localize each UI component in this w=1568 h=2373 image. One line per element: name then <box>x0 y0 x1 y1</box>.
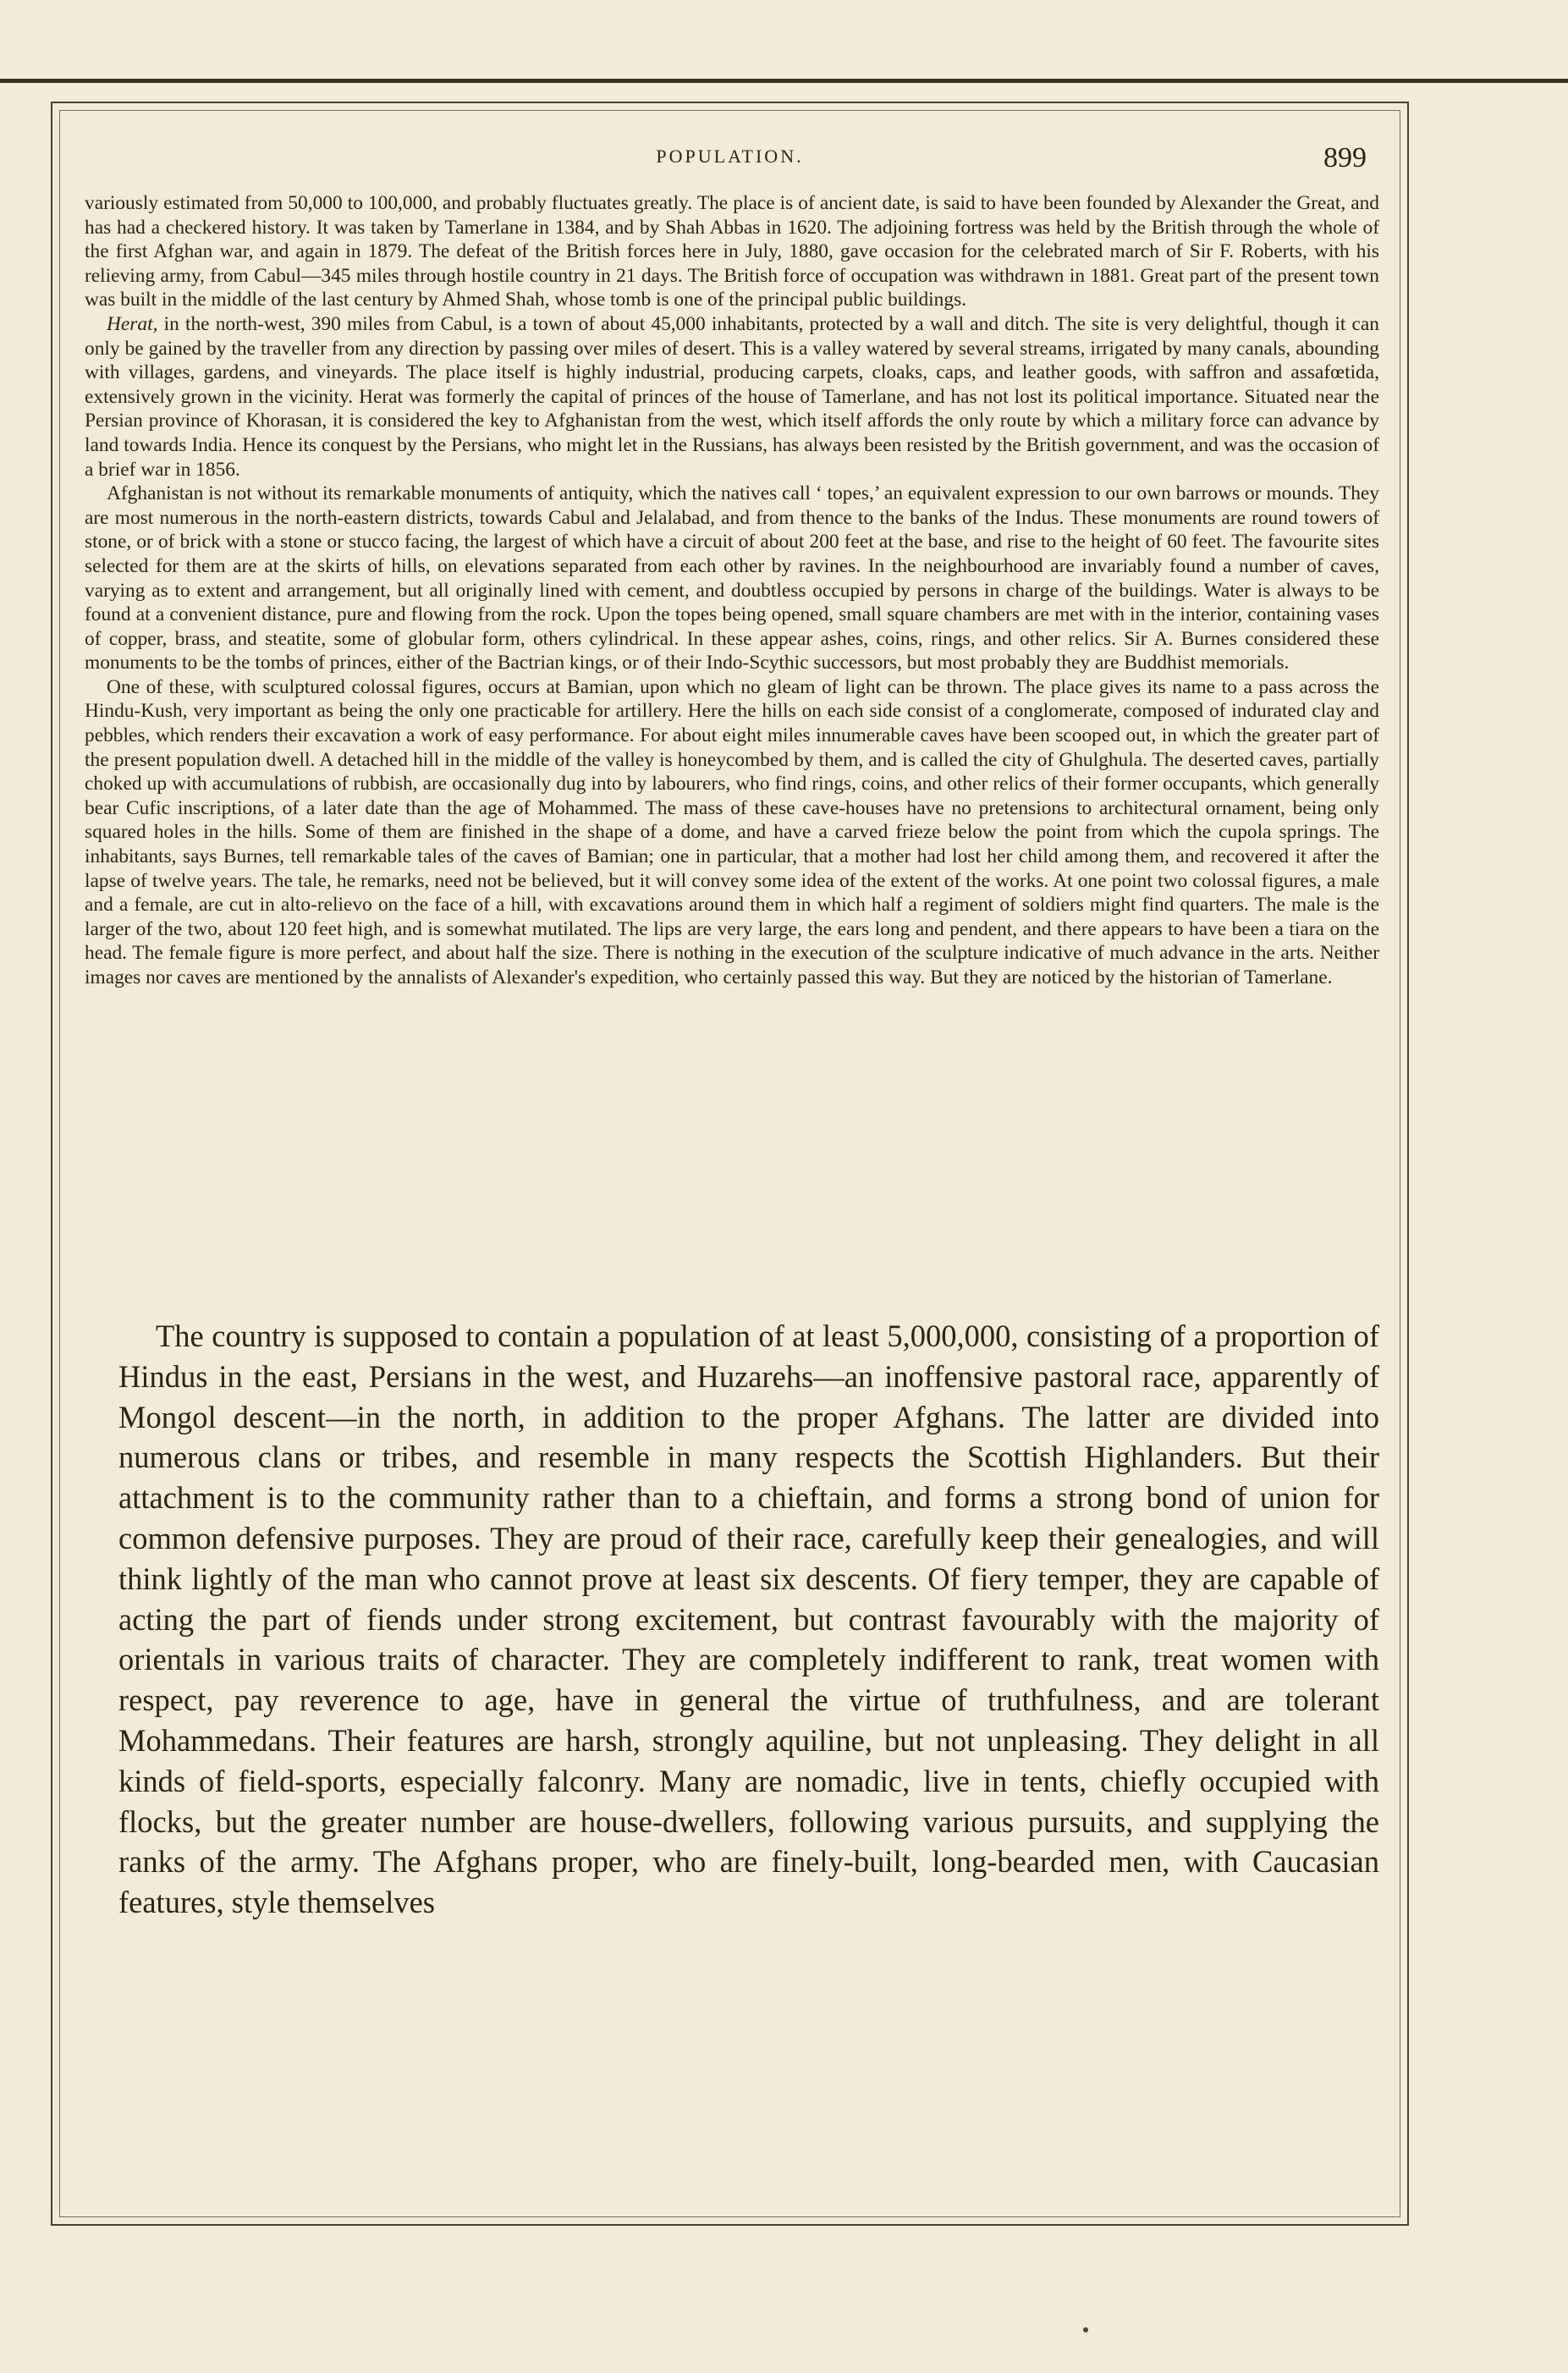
paragraph-population: The country is supposed to contain a population of at least 5,000,000, consisting of a proportion of Hindus in the east, Persians in the west, and Huzarehs—an inoffensive pastoral race, apparently of Mongol descent—in the north, in addition to the proper Afghans. The latter are divided into numerous clans or tribes, and resemble in many respects the Scottish Highlanders. But their attachment is to the community rather than to a chieftain, and forms a strong bond of union for common defensive purposes. They are proud of their race, carefully keep their genealogies, and will think lightly of the man who cannot prove at least six descents. Of fiery temper, they are capable of acting the part of fiends under strong excitement, but contrast favourably with the majority of orientals in various traits of character. They are completely indifferent to rank, treat women with respect, pay reverence to age, have in general the virtue of truthfulness, and are tolerant Mohammedans. Their features are harsh, strongly aquiline, but not unpleasing. They delight in all kinds of field-sports, especially falconry. Many are nomadic, live in tents, chiefly occupied with flocks, but the greater number are house-dwellers, following various pursuits, and supplying the ranks of the army. The Afghans proper, who are finely-built, long-bearded men, with Caucasian features, style themselves <box>118 1319 1379 1920</box>
ink-speck <box>1083 2327 1088 2332</box>
large-print-section <box>118 1316 1379 1923</box>
paragraph-kandahar: variously estimated from 50,000 to 100,000, and probably fluctuates greatly. The place is of ancient date, is said to have been founded by Alexander the Great, and has had a checkered history. It was taken by Tamerlane in 1384, and by Shah Abbas in 1620. The adjoining fortress was held by the British through the whole of the first Afghan war, and again in 1879. The defeat of the British forces here in July, 1880, gave occasion for the celebrated march of Sir F. Roberts, with his relieving army, from Cabul—345 miles through hostile country in 21 days. The British force of occupation was withdrawn in 1881. Great part of the present town was built in the middle of the last century by Ahmed Shah, whose tomb is one of the principal public buildings. <box>85 192 1379 311</box>
running-head <box>51 142 1409 184</box>
paragraph-topes: Afghanistan is not without its remarkable monuments of antiquity, which the natives call ‘ topes,’ an equivalent expression to our own barrows or mounds. They are most numerous in the north-eastern districts, towards Cabul and Jelalabad, and from thence to the banks of the Indus. These monuments are round towers of stone, or of brick with a stone or stucco facing, the largest of which have a circuit of about 200 feet at the base, and rise to the height of 60 feet. The favourite sites selected for them are at the skirts of hills, on elevations separated from each other by ravines. In the neighbourhood are invariably found a number of caves, varying as to extent and arrangement, but all originally lined with cement, and doubtless occupied by persons in charge of the buildings. Water is always to be found at a convenient distance, pure and flowing from the rock. Upon the topes being opened, small square chambers are met with in the interior, containing vases of copper, brass, and steatite, some of globular form, others cylindrical. In these appear ashes, coins, rings, and other relics. Sir A. Burnes considered these monuments to be the tombs of princes, either of the Bactrian kings, or of their Indo-Scythic successors, but most probably they are Buddhist memorials. <box>85 482 1379 674</box>
small-print-section <box>85 191 1379 990</box>
page-number: 899 <box>1323 142 1367 173</box>
herat-lead: Herat, <box>107 312 158 335</box>
section-title: POPULATION. <box>656 146 804 167</box>
herat-text: in the north-west, 390 miles from Cabul, is a town of about 45,000 inhabitants, protected by a wall and ditch. The site is very delightful, though it can only be gained by the traveller from any direction by passing over miles of desert. This is a valley watered by several streams, irrigated by many canals, abounding with villages, gardens, and vineyards. The place itself is highly industrial, producing carpets, cloaks, caps, and leather goods, with saffron and assafœtida, extensively grown in the vicinity. Herat was formerly the capital of princes of the house of Tamerlane, and has not lost its political importance. Situated near the Persian province of Khorasan, it is considered the key to Afghanistan from the west, which itself affords the only route by which a military force can advance by land towards India. Hence its conquest by the Persians, who might let in the Russians, has always been resisted by the British government, and was the occasion of a brief war in 1856. <box>85 312 1379 481</box>
top-rule <box>0 79 1568 83</box>
paragraph-herat <box>85 312 1379 482</box>
paragraph-bamian: One of these, with sculptured colossal figures, occurs at Bamian, upon which no gleam of light can be thrown. The place gives its name to a pass across the Hindu-Kush, very important as being the only one practicable for artillery. Here the hills on each side consist of a conglomerate, composed of indurated clay and pebbles, which renders their excavation a work of easy performance. For about eight miles innumerable caves have been scooped out, in which the greater part of the present population dwell. A detached hill in the middle of the valley is honeycombed by them, and is called the city of Ghulghula. The deserted caves, partially choked up with accumulations of rubbish, are occasionally dug into by labourers, who find rings, coins, and other relics of their former occupants, which generally bear Cufic inscriptions, of a later date than the age of Mohammed. The mass of these cave-houses have no pretensions to architectural ornament, being only squared holes in the hills. Some of them are finished in the shape of a dome, and have a carved frieze below the point from which the cupola springs. The inhabitants, says Burnes, tell remarkable tales of the caves of Bamian; one in particular, that a mother had lost her child among them, and recovered it after the lapse of twelve years. The tale, he remarks, need not be believed, but it will convey some idea of the extent of the works. At one point two colossal figures, a male and a female, are cut in alto-relievo on the face of a hill, with excavations around them in which half a regiment of soldiers might find quarters. The male is the larger of the two, about 120 feet high, and is somewhat mutilated. The lips are very large, the ears long and pendent, and there appears to have been a tiara on the head. The female figure is more perfect, and about half the size. There is nothing in the execution of the sculpture indicative of much advance in the arts. Neither images nor caves are mentioned by the annalists of Alexander's expedition, who certainly passed this way. But they are noticed by the historian of Tamerlane. <box>85 675 1379 988</box>
